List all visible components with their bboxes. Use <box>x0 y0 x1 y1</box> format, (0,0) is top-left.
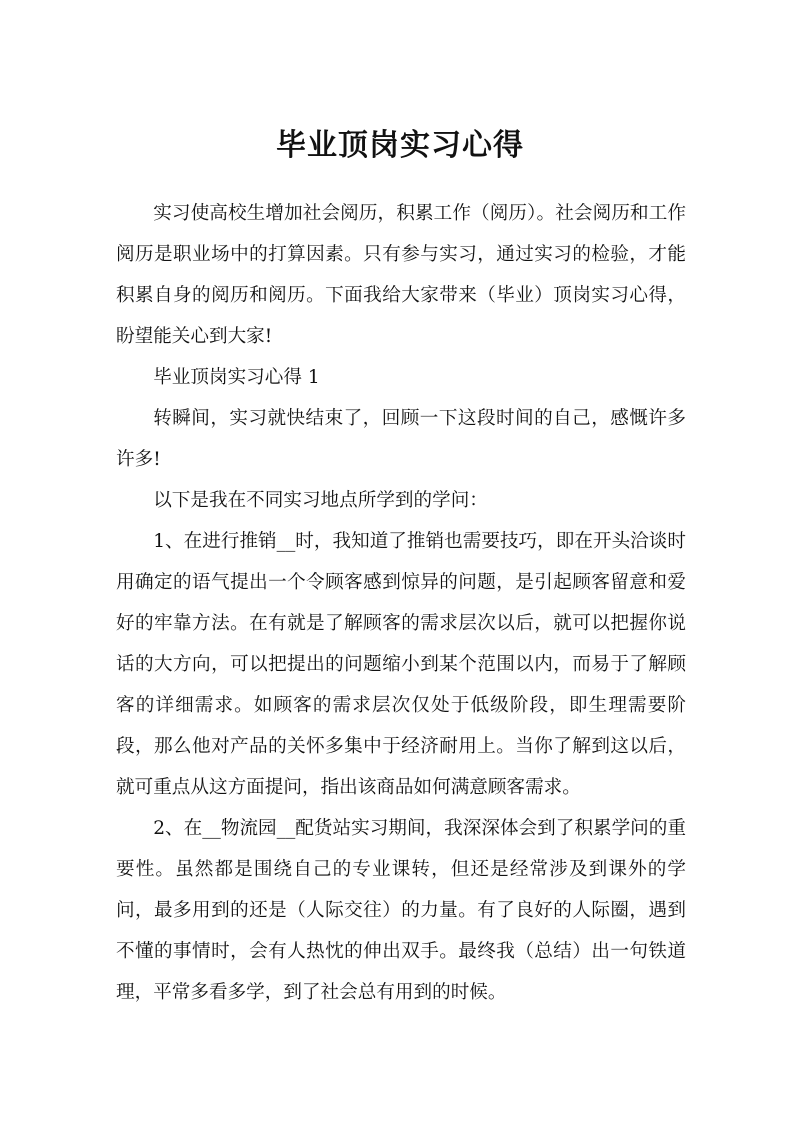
document-body <box>116 193 686 1013</box>
body-paragraph: 转瞬间，实习就快结束了，回顾一下这段时间的自己，感慨许多许多! <box>116 408 686 470</box>
intro-paragraph: 实习使高校生增加社会阅历，积累工作（阅历）。社会阅历和工作阅历是职业场中的打算因素。只有参与实习，通过实习的检验，才能积累自身的阅历和阅历。下面我给大家带来（毕业）顶岗实习心得，盼望能关心到大家! <box>116 203 686 347</box>
body-paragraph: 2、在__物流园__配货站实习期间，我深深体会到了积累学问的重要性。虽然都是围绕自己的专业课转，但还是经常涉及到课外的学问，最多用到的还是（人际交往）的力量。有了良好的人际圈，遇到不懂的事情时，会有人热忱的伸出双手。最终我（总结）出一句铁道理，平常多看多学，到了社会总有用到的时候。 <box>116 818 686 1003</box>
document-title: 毕业顶岗实习心得 <box>276 128 524 163</box>
body-paragraph: 1、在进行推销__时，我知道了推销也需要技巧，即在开头洽谈时用确定的语气提出一个令顾客感到惊异的问题，是引起顾客留意和爱好的牢靠方法。在有就是了解顾客的需求层次以后，就可以把握你说话的大方向，可以把提出的问题缩小到某个范围以内，而易于了解顾客的详细需求。如顾客的需求层次仅处于低级阶段，即生理需要阶段，那么他对产品的关怀多集中于经济耐用上。当你了解到这以后，就可重点从这方面提问，指出该商品如何满意顾客需求。 <box>116 531 686 798</box>
body-paragraph: 以下是我在不同实习地点所学到的学问： <box>153 490 488 511</box>
section-heading: 毕业顶岗实习心得 1 <box>153 367 320 388</box>
